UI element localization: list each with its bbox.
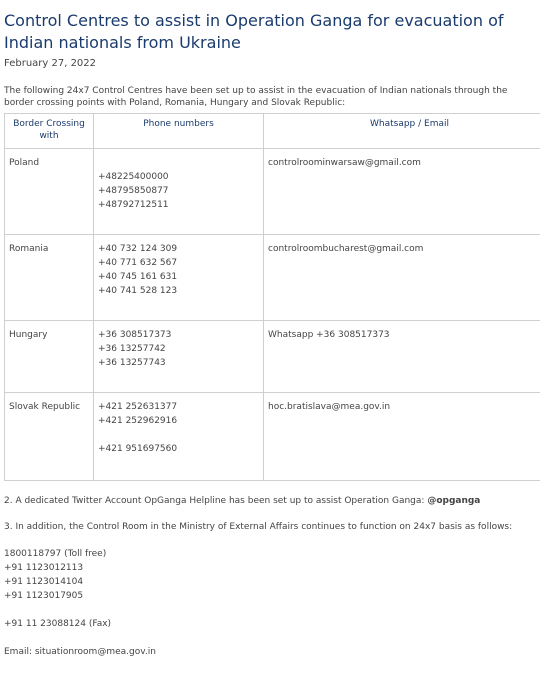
contact-cell: Whatsapp +36 308517373 [264, 321, 540, 393]
fax-number [4, 617, 534, 631]
phones-cell [94, 235, 264, 321]
contact-cell: controlroominwarsaw@gmail.com [264, 149, 540, 235]
twitter-handle: @opganga [427, 496, 481, 506]
control-room-paragraph: 3. In addition, the Control Room in the Ministry of External Affairs continues to function on 24x7 basis as follows: [4, 522, 513, 532]
table-row [5, 321, 540, 393]
page-title: Control Centres to assist in Operation Ganga for evacuation of Indian nationals from Ukraine [4, 11, 504, 52]
phone-number: +48792712511 [98, 200, 169, 210]
phone-number: +40 745 161 631 [98, 272, 178, 282]
table-header-row [5, 114, 540, 149]
contact-cell: hoc.bratislava@mea.gov.in [264, 393, 540, 481]
phone-number: +36 13257743 [98, 358, 166, 368]
phones-cell [94, 393, 264, 481]
country-cell: Romania [5, 235, 94, 321]
table-row [5, 235, 540, 321]
control-centres-table [4, 113, 540, 481]
control-room-numbers [4, 547, 534, 603]
country-cell: Hungary [5, 321, 94, 393]
phone-number: 1800118797 (Toll free) [4, 549, 107, 559]
twitter-text: 2. A dedicated Twitter Account OpGanga Helpline has been set up to assist Operation Ganga: [4, 496, 428, 506]
table-row [5, 393, 540, 481]
phones-cell [94, 149, 264, 235]
intro-paragraph: The following 24x7 Control Centres have been set up to assist in the evacuation of Indian nationals through the border crossing points with Poland, Romania, Hungary and Slovak Republic: [4, 86, 508, 108]
phone-number: +91 1123017905 [4, 591, 84, 601]
phone-number: +36 308517373 [98, 330, 172, 340]
publish-date: February 27, 2022 [4, 58, 97, 69]
header-whatsapp-email: Whatsapp / Email [264, 114, 540, 149]
country-cell: Poland [5, 149, 94, 235]
phone-number: +48225400000 [98, 172, 169, 182]
phone-number: +421 951697560 [98, 444, 178, 454]
phone-number: +40 732 124 309 [98, 244, 178, 254]
phone-number: +91 1123012113 [4, 563, 84, 573]
email-line: Email: situationroom@mea.gov.in [4, 647, 156, 657]
phone-number: +36 13257742 [98, 344, 166, 354]
article [4, 10, 534, 659]
email-contact [4, 645, 534, 659]
header-border-crossing: Border Crossing with [5, 114, 94, 149]
phone-number: +421 252631377 [98, 402, 178, 412]
phone-number: +421 252962916 [98, 416, 178, 426]
header-phone-numbers: Phone numbers [94, 114, 264, 149]
contact-cell: controlroombucharest@gmail.com [264, 235, 540, 321]
phone-number: +48795850877 [98, 186, 169, 196]
phone-number: +40 741 528 123 [98, 286, 178, 296]
country-cell: Slovak Republic [5, 393, 94, 481]
twitter-paragraph [4, 495, 534, 507]
phone-number: +91 1123014104 [4, 577, 84, 587]
phones-cell [94, 321, 264, 393]
fax-line: +91 11 23088124 (Fax) [4, 619, 112, 629]
phone-number: +40 771 632 567 [98, 258, 178, 268]
table-row [5, 149, 540, 235]
